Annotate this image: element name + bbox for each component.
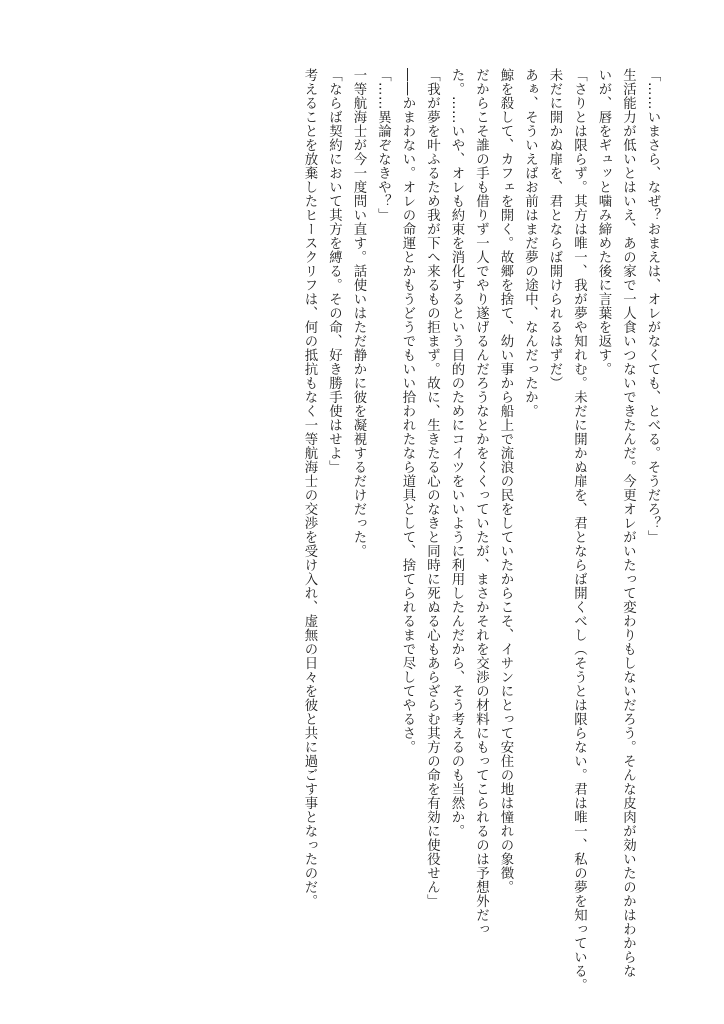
text-line: 未だに開かぬ扉を、君とならば開けられるはずだ） xyxy=(547,68,562,390)
text-line: 「ならば契約において其方を縛る。その命、好き勝手使はせよ」 xyxy=(326,68,342,474)
text-line: 「……異論ぞなきや？」 xyxy=(375,68,391,222)
text-line: 「さりとは限らず。其方は唯一、我が夢や知れむ。未だに開かぬ扉を、君とならば開くべし（そうとは限らない。君は唯一、私の夢を知っている。 xyxy=(571,68,587,992)
text-line: だからこそ誰の手も借りず一人でやり遂げるんだろうなとかをくくっていたが、まさかそれを交渉の材料にもってこられるのは予想外だっ xyxy=(473,68,489,936)
text-line: あぁ、そういえばお前はまだ夢の途中、なんだったか。 xyxy=(522,68,538,418)
vertical-text-body xyxy=(297,68,665,992)
text-line: 一等航海士が今一度問い直す。話使いはただ静かに彼を凝視するだけだった。 xyxy=(351,68,366,558)
text-line: ――かまわない。オレの命運とかもうどうでもいい拾われたなら道具として、捨てられるまで尽してやるさ。 xyxy=(400,68,415,754)
text-line: 「我が夢を叶ふるため我が下へ来るもの拒まず。故に、生きたる心のなきと同時に死ぬる心もあらざらむ其方の命を有効に使役せん」 xyxy=(424,68,440,908)
text-line: 生活能力が低いとはいえ、あの家で一人食いつないできたんだ。今更オレがいたって変わりもしないだろう。そんな皮肉が効いたのかはわからな xyxy=(620,68,636,978)
text-line: 考えることを放棄したヒースクリフは、何の抵抗もなく一等航海士の交渉を受け入れ、虚無の日々を彼と共に過ごす事となったのだ。 xyxy=(302,68,317,908)
text-line: 鯨を殺して、カフェを開く。故郷を捨て、幼い事から船上で流浪の民をしていたからこそ、イサンにとって安住の地は憧れの象徴。 xyxy=(498,68,513,894)
text-line: いが、唇をギュッと噛み締めた後に言葉を返す。 xyxy=(596,68,611,376)
text-line: 「……いまさら、なぜ？おまえは、オレがなくても、とべる。そうだろ？」 xyxy=(645,68,660,544)
text-line: た。……いや、オレも約束を消化するという目的のためにコイツをいいように利用したんだから、そう考えるのも当然か。 xyxy=(449,68,464,838)
